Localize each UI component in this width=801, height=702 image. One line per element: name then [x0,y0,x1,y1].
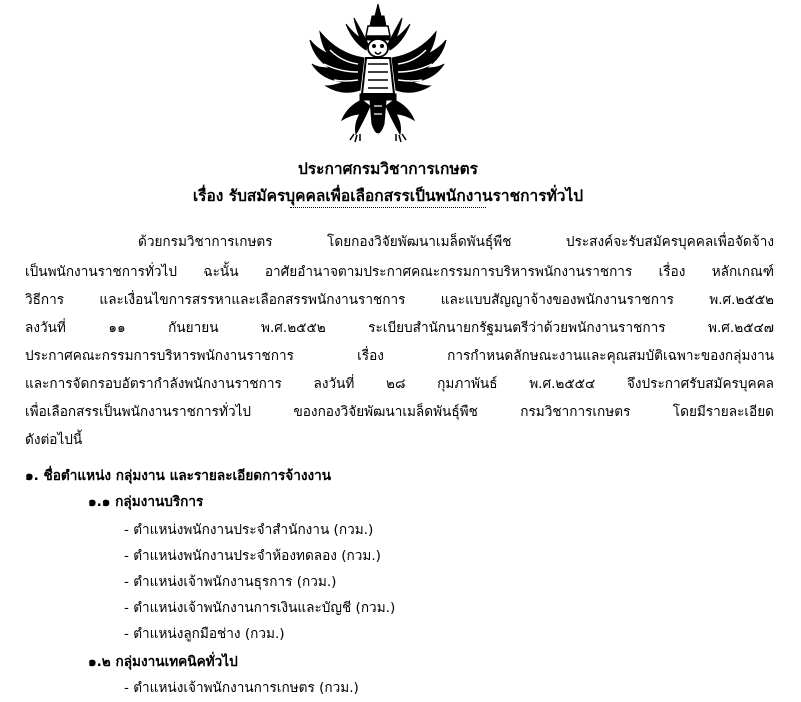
list-item: - ตำแหน่งพนักงานประจำสำนักงาน (กวม.) [124,522,374,538]
list-item: - ตำแหน่งลูกมือช่าง (กวม.) [124,626,285,642]
body-line-7: เพื่อเลือกสรรเป็นพนักงานราชการทั่วไป ของกองวิจัยพัฒนาเมล็ดพันธุ์พืช กรมวิชาการเกษตร โดยมีรายละเอียด [25,404,774,420]
list-item: - ตำแหน่งพนักงานประจำห้องทดลอง (กวม.) [124,548,381,564]
title-separator [290,207,486,208]
group-heading-service: ๑.๑ กลุ่มงานบริการ [88,494,204,510]
document-subject: เรื่อง รับสมัครบุคคลเพื่อเลือกสรรเป็นพนักงานราชการทั่วไป [192,187,584,205]
group-heading-technical: ๑.๒ กลุ่มงานเทคนิคทั่วไป [88,654,238,670]
body-line-8: ดังต่อไปนี้ [25,432,83,448]
list-item: - ตำแหน่งเจ้าพนักงานการเกษตร (กวม.) [124,680,359,696]
document-title: ประกาศกรมวิชาการเกษตร [298,160,478,178]
list-item: - ตำแหน่งเจ้าพนักงานการเงินและบัญชี (กวม.) [124,600,396,616]
body-line-6: และการจัดกรอบอัตรากำลังพนักงานราชการ ลงวันที่ ๒๘ กุมภาพันธ์ พ.ศ.๒๕๕๔ จึงประกาศรับสมัครบุคคล [25,376,774,392]
body-line-1: ด้วยกรมวิชาการเกษตร โดยกองวิจัยพัฒนาเมล็ดพันธุ์พืช ประสงค์จะรับสมัครบุคคลเพื่อจัดจ้าง [138,234,774,250]
body-line-4: ลงวันที่ ๑๑ กันยายน พ.ศ.๒๕๕๒ ระเบียบสำนักนายกรัฐมนตรีว่าด้วยพนักงานราชการ พ.ศ.๒๕๔๗ [25,320,774,336]
section-heading: ๑. ชื่อตำแหน่ง กลุ่มงาน และรายละเอียดการจ้างงาน [25,468,332,484]
list-item: - ตำแหน่งเจ้าพนักงานธุรการ (กวม.) [124,574,337,590]
body-line-2: เป็นพนักงานราชการทั่วไป ฉะนั้น อาศัยอำนาจตามประกาศคณะกรรมการบริหารพนักงานราชการ เรื่อง หลักเกณฑ์ [25,264,774,280]
body-line-5: ประกาศคณะกรรมการบริหารพนักงานราชการ เรื่อง การกำหนดลักษณะงานและคุณสมบัติเฉพาะของกลุ่มงาน [25,348,774,364]
body-line-3: วิธีการ และเงื่อนไขการสรรหาและเลือกสรรพนักงานราชการ และแบบสัญญาจ้างของพนักงานราชการ พ.ศ.๒๕๕๒ [25,292,774,308]
garuda-emblem-icon [308,2,448,144]
